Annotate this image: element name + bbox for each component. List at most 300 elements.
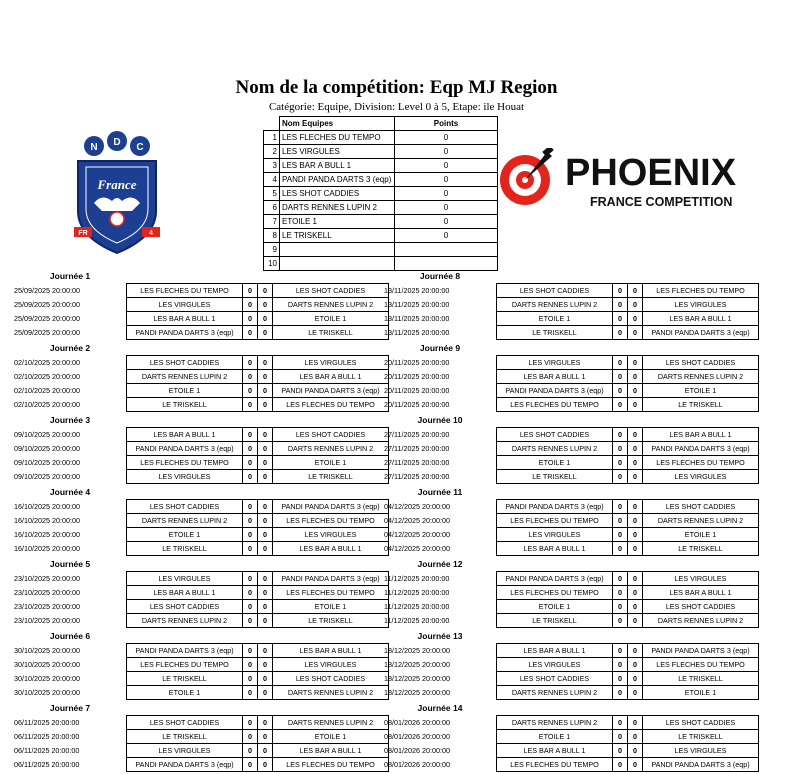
away-score: 0 (258, 326, 273, 340)
home-score: 0 (243, 644, 258, 658)
standings-row (264, 257, 498, 271)
away-team: LES VIRGULES (273, 658, 389, 672)
home-team: DARTS RENNES LUPIN 2 (127, 614, 243, 628)
home-score: 0 (613, 298, 628, 312)
away-score: 0 (628, 428, 643, 442)
match-date: 06/11/2025 20:00:00 (14, 760, 80, 769)
match-date: 11/12/2025 20:00:00 (384, 616, 450, 625)
home-team: PANDI PANDA DARTS 3 (eqp) (497, 384, 613, 398)
away-team: ETOILE 1 (643, 686, 759, 700)
home-score: 0 (243, 326, 258, 340)
home-score: 0 (613, 514, 628, 528)
away-score: 0 (628, 672, 643, 686)
away-team: PANDI PANDA DARTS 3 (eqp) (273, 384, 389, 398)
away-team: LES VIRGULES (643, 572, 759, 586)
match-date: 18/12/2025 20:00:00 (384, 674, 450, 683)
home-score: 0 (613, 586, 628, 600)
fixture-table (384, 427, 759, 484)
fixtures-column-right (384, 270, 764, 774)
standings-row (264, 215, 498, 229)
phoenix-logo (497, 140, 767, 212)
fixtures-column-left (14, 270, 394, 774)
home-score: 0 (613, 600, 628, 614)
match-date: 09/10/2025 20:00:00 (14, 472, 80, 481)
fixture-table (14, 643, 389, 700)
match-date: 20/11/2025 20:00:00 (384, 386, 450, 395)
fixture-row (384, 686, 759, 700)
away-score: 0 (258, 586, 273, 600)
journee-label (384, 342, 764, 355)
fixture-row (384, 614, 759, 628)
away-team: LES VIRGULES (273, 528, 389, 542)
home-score: 0 (243, 730, 258, 744)
fixture-table (384, 571, 759, 628)
home-team: LES FLECHES DU TEMPO (127, 456, 243, 470)
away-team: LE TRISKELL (643, 542, 759, 556)
standings-table (263, 116, 498, 271)
away-score: 0 (258, 298, 273, 312)
fixture-table (384, 283, 759, 340)
home-team: PANDI PANDA DARTS 3 (eqp) (127, 442, 243, 456)
standings-points: 0 (395, 159, 498, 173)
match-date: 20/11/2025 20:00:00 (384, 358, 450, 367)
home-score: 0 (613, 672, 628, 686)
away-score: 0 (258, 514, 273, 528)
logo-badge-right: 4 (149, 230, 153, 237)
home-score: 0 (613, 370, 628, 384)
away-team: LES BAR A BULL 1 (273, 370, 389, 384)
standings-points: 0 (395, 145, 498, 159)
away-score: 0 (258, 312, 273, 326)
away-score: 0 (258, 500, 273, 514)
standings-row (264, 173, 498, 187)
home-team: LES SHOT CADDIES (497, 428, 613, 442)
match-date: 04/12/2025 20:00:00 (384, 530, 450, 539)
away-team: LES FLECHES DU TEMPO (643, 658, 759, 672)
standings-points: 0 (395, 187, 498, 201)
home-score: 0 (243, 542, 258, 556)
journee-label-text: Journée 8 (419, 271, 461, 281)
home-score: 0 (613, 384, 628, 398)
home-score: 0 (613, 744, 628, 758)
journee-label-text: Journée 12 (417, 559, 463, 569)
match-date: 06/11/2025 20:00:00 (14, 732, 80, 741)
away-score: 0 (628, 758, 643, 772)
match-date: 25/09/2025 20:00:00 (14, 328, 80, 337)
standings-points (395, 243, 498, 257)
away-score: 0 (628, 500, 643, 514)
match-date: 13/11/2025 20:00:00 (384, 300, 450, 309)
journee-label-text: Journée 6 (49, 631, 91, 641)
fixture-row (14, 384, 389, 398)
home-team: LE TRISKELL (127, 542, 243, 556)
away-team: LE TRISKELL (643, 398, 759, 412)
fixture-table (384, 355, 759, 412)
fixture-row (14, 356, 389, 370)
away-score: 0 (258, 716, 273, 730)
away-score: 0 (628, 284, 643, 298)
home-score: 0 (243, 672, 258, 686)
journee-label-text: Journée 4 (49, 487, 91, 497)
away-score: 0 (628, 326, 643, 340)
match-date: 23/10/2025 20:00:00 (14, 616, 80, 625)
fixture-table (384, 499, 759, 556)
standings-points: 0 (395, 173, 498, 187)
page-title: Nom de la compétition: Eqp MJ Region (235, 77, 558, 98)
match-date: 06/11/2025 20:00:00 (14, 718, 80, 727)
standings-team (280, 257, 395, 271)
home-team: PANDI PANDA DARTS 3 (eqp) (127, 758, 243, 772)
away-score: 0 (628, 312, 643, 326)
away-score: 0 (628, 384, 643, 398)
journee-label (14, 342, 394, 355)
fixture-row (14, 514, 389, 528)
fixture-row (14, 758, 389, 772)
home-team: LES FLECHES DU TEMPO (127, 284, 243, 298)
standings-row (264, 229, 498, 243)
home-score: 0 (613, 528, 628, 542)
home-team: LES VIRGULES (497, 528, 613, 542)
page-subtitle: Catégorie: Equipe, Division: Level 0 à 5, Etape: ile Houat (268, 101, 525, 113)
match-date: 02/10/2025 20:00:00 (14, 400, 80, 409)
home-score: 0 (243, 528, 258, 542)
home-team: LE TRISKELL (497, 470, 613, 484)
fixture-row (384, 586, 759, 600)
home-score: 0 (613, 500, 628, 514)
home-team: ETOILE 1 (497, 600, 613, 614)
journee-label-text: Journée 10 (417, 415, 463, 425)
match-date: 27/11/2025 20:00:00 (384, 430, 450, 439)
standings-col-points: Points (395, 117, 498, 131)
home-score: 0 (613, 572, 628, 586)
fixture-row (14, 644, 389, 658)
home-team: LES BAR A BULL 1 (127, 428, 243, 442)
away-score: 0 (258, 398, 273, 412)
match-date: 11/12/2025 20:00:00 (384, 574, 450, 583)
match-date: 23/10/2025 20:00:00 (14, 588, 80, 597)
match-date: 13/11/2025 20:00:00 (384, 328, 450, 337)
standings-rank: 3 (264, 159, 280, 173)
fixture-row (14, 730, 389, 744)
fixture-row (384, 758, 759, 772)
fixture-row (14, 744, 389, 758)
fixture-row (384, 370, 759, 384)
standings-team (280, 243, 395, 257)
away-score: 0 (258, 600, 273, 614)
match-date: 30/10/2025 20:00:00 (14, 688, 80, 697)
match-date: 06/11/2025 20:00:00 (14, 746, 80, 755)
away-team: ETOILE 1 (273, 600, 389, 614)
fixture-row (384, 356, 759, 370)
fixture-table (14, 355, 389, 412)
standings-team: DARTS RENNES LUPIN 2 (280, 201, 395, 215)
home-team: DARTS RENNES LUPIN 2 (127, 370, 243, 384)
away-score: 0 (628, 442, 643, 456)
match-date: 27/11/2025 20:00:00 (384, 458, 450, 467)
standings-points: 0 (395, 215, 498, 229)
match-date: 20/11/2025 20:00:00 (384, 372, 450, 381)
away-team: LES VIRGULES (643, 470, 759, 484)
home-team: ETOILE 1 (497, 312, 613, 326)
fixture-row (384, 672, 759, 686)
home-score: 0 (613, 542, 628, 556)
away-team: PANDI PANDA DARTS 3 (eqp) (273, 572, 389, 586)
fixture-row (14, 298, 389, 312)
away-score: 0 (628, 686, 643, 700)
away-score: 0 (258, 572, 273, 586)
home-score: 0 (613, 442, 628, 456)
journee-label (14, 486, 394, 499)
journee-label-text: Journée 13 (417, 631, 463, 641)
away-team: PANDI PANDA DARTS 3 (eqp) (643, 644, 759, 658)
home-team: LES VIRGULES (127, 572, 243, 586)
fixture-row (384, 284, 759, 298)
fixture-row (384, 298, 759, 312)
home-team: DARTS RENNES LUPIN 2 (497, 686, 613, 700)
match-date: 02/10/2025 20:00:00 (14, 358, 80, 367)
home-score: 0 (243, 298, 258, 312)
fixture-row (384, 644, 759, 658)
fixture-row (384, 500, 759, 514)
away-team: LES BAR A BULL 1 (273, 644, 389, 658)
standings-team: LE TRISKELL (280, 229, 395, 243)
home-score: 0 (613, 428, 628, 442)
home-team: ETOILE 1 (497, 730, 613, 744)
fixture-row (14, 428, 389, 442)
match-date: 27/11/2025 20:00:00 (384, 472, 450, 481)
home-score: 0 (613, 686, 628, 700)
away-score: 0 (258, 528, 273, 542)
fixture-row (14, 312, 389, 326)
home-team: DARTS RENNES LUPIN 2 (497, 298, 613, 312)
home-team: DARTS RENNES LUPIN 2 (127, 514, 243, 528)
home-score: 0 (613, 398, 628, 412)
home-score: 0 (613, 758, 628, 772)
fixture-row (14, 572, 389, 586)
fixture-row (14, 442, 389, 456)
fixture-row (14, 686, 389, 700)
journee-label (14, 702, 394, 715)
standings-row (264, 145, 498, 159)
home-team: ETOILE 1 (127, 686, 243, 700)
journee-label (384, 270, 764, 283)
fixture-row (384, 528, 759, 542)
away-team: LES FLECHES DU TEMPO (273, 586, 389, 600)
home-score: 0 (243, 686, 258, 700)
fixture-row (384, 542, 759, 556)
fixture-row (384, 514, 759, 528)
match-date: 16/10/2025 20:00:00 (14, 530, 80, 539)
home-team: DARTS RENNES LUPIN 2 (497, 716, 613, 730)
home-score: 0 (243, 456, 258, 470)
fixture-table (384, 715, 759, 772)
logo-badge-left: FR (78, 230, 88, 237)
match-date: 30/10/2025 20:00:00 (14, 674, 80, 683)
home-score: 0 (243, 586, 258, 600)
home-team: ETOILE 1 (127, 384, 243, 398)
home-team: LES BAR A BULL 1 (497, 542, 613, 556)
fixture-row (384, 600, 759, 614)
match-date: 16/10/2025 20:00:00 (14, 502, 80, 511)
away-team: PANDI PANDA DARTS 3 (eqp) (643, 758, 759, 772)
journee-label-text: Journée 7 (49, 703, 91, 713)
standings-row (264, 131, 498, 145)
away-score: 0 (628, 542, 643, 556)
standings-col-team: Nom Equipes (280, 117, 395, 131)
home-score: 0 (613, 614, 628, 628)
home-score: 0 (243, 370, 258, 384)
standings-team: LES SHOT CADDIES (280, 187, 395, 201)
away-team: DARTS RENNES LUPIN 2 (643, 614, 759, 628)
home-score: 0 (243, 470, 258, 484)
home-team: LES SHOT CADDIES (127, 600, 243, 614)
away-team: PANDI PANDA DARTS 3 (eqp) (643, 442, 759, 456)
standings-rank: 1 (264, 131, 280, 145)
standings-rank: 8 (264, 229, 280, 243)
fixture-row (384, 398, 759, 412)
logo-letter-c: C (136, 142, 144, 153)
home-score: 0 (243, 500, 258, 514)
away-team: DARTS RENNES LUPIN 2 (273, 442, 389, 456)
standings-rank: 4 (264, 173, 280, 187)
home-team: LE TRISKELL (127, 672, 243, 686)
journee-label-text: Journée 9 (419, 343, 461, 353)
standings-points (395, 257, 498, 271)
home-score: 0 (613, 284, 628, 298)
home-score: 0 (243, 614, 258, 628)
home-team: LES BAR A BULL 1 (497, 370, 613, 384)
away-team: DARTS RENNES LUPIN 2 (273, 716, 389, 730)
away-score: 0 (258, 614, 273, 628)
match-date: 27/11/2025 20:00:00 (384, 444, 450, 453)
standings-rank: 9 (264, 243, 280, 257)
match-date: 11/12/2025 20:00:00 (384, 588, 450, 597)
away-team: ETOILE 1 (643, 384, 759, 398)
match-date: 18/12/2025 20:00:00 (384, 646, 450, 655)
journee-label (384, 630, 764, 643)
home-score: 0 (613, 356, 628, 370)
home-score: 0 (613, 730, 628, 744)
away-team: LES SHOT CADDIES (643, 600, 759, 614)
home-team: LES VIRGULES (127, 298, 243, 312)
logo-letter-d: D (113, 137, 121, 148)
away-score: 0 (628, 528, 643, 542)
away-team: LE TRISKELL (643, 672, 759, 686)
match-date: 20/11/2025 20:00:00 (384, 400, 450, 409)
away-team: DARTS RENNES LUPIN 2 (273, 686, 389, 700)
fixture-row (384, 442, 759, 456)
match-date: 18/12/2025 20:00:00 (384, 660, 450, 669)
away-score: 0 (258, 428, 273, 442)
away-team: LES BAR A BULL 1 (643, 586, 759, 600)
fixture-table (384, 643, 759, 700)
away-team: ETOILE 1 (273, 730, 389, 744)
away-score: 0 (258, 644, 273, 658)
home-score: 0 (243, 514, 258, 528)
away-score: 0 (258, 542, 273, 556)
journee-label-text: Journée 11 (417, 487, 463, 497)
fixture-row (14, 456, 389, 470)
match-date: 02/10/2025 20:00:00 (14, 372, 80, 381)
match-date: 30/10/2025 20:00:00 (14, 660, 80, 669)
away-score: 0 (258, 384, 273, 398)
journee-label-text: Journée 2 (49, 343, 91, 353)
away-team: DARTS RENNES LUPIN 2 (643, 370, 759, 384)
away-team: LE TRISKELL (273, 326, 389, 340)
match-date: 16/10/2025 20:00:00 (14, 516, 80, 525)
away-team: LES FLECHES DU TEMPO (273, 398, 389, 412)
match-date: 13/11/2025 20:00:00 (384, 286, 450, 295)
journee-label (14, 270, 394, 283)
away-team: LE TRISKELL (273, 614, 389, 628)
home-team: LES FLECHES DU TEMPO (127, 658, 243, 672)
home-team: LES FLECHES DU TEMPO (497, 586, 613, 600)
away-team: LES VIRGULES (643, 298, 759, 312)
home-team: LES VIRGULES (127, 744, 243, 758)
standings-row (264, 243, 498, 257)
fixture-row (384, 384, 759, 398)
home-score: 0 (613, 658, 628, 672)
match-date: 13/11/2025 20:00:00 (384, 314, 450, 323)
logo-country: France (97, 177, 137, 192)
away-score: 0 (628, 370, 643, 384)
match-date: 09/10/2025 20:00:00 (14, 444, 80, 453)
away-team: PANDI PANDA DARTS 3 (eqp) (273, 500, 389, 514)
home-team: LES SHOT CADDIES (127, 716, 243, 730)
match-date: 25/09/2025 20:00:00 (14, 314, 80, 323)
home-team: LES SHOT CADDIES (127, 500, 243, 514)
home-team: ETOILE 1 (497, 456, 613, 470)
home-team: DARTS RENNES LUPIN 2 (497, 442, 613, 456)
fixture-table (14, 427, 389, 484)
away-score: 0 (628, 614, 643, 628)
away-score: 0 (258, 442, 273, 456)
away-score: 0 (258, 456, 273, 470)
away-team: LES FLECHES DU TEMPO (273, 514, 389, 528)
fixture-row (384, 428, 759, 442)
home-team: LES BAR A BULL 1 (127, 586, 243, 600)
away-score: 0 (628, 514, 643, 528)
match-date: 08/01/2026 20:00:00 (384, 732, 450, 741)
home-score: 0 (613, 644, 628, 658)
standings-team: LES BAR A BULL 1 (280, 159, 395, 173)
away-team: DARTS RENNES LUPIN 2 (273, 298, 389, 312)
match-date: 04/12/2025 20:00:00 (384, 544, 450, 553)
match-date: 11/12/2025 20:00:00 (384, 602, 450, 611)
fixture-row (14, 284, 389, 298)
home-score: 0 (243, 398, 258, 412)
home-score: 0 (243, 356, 258, 370)
fixture-row (384, 312, 759, 326)
away-team: LES VIRGULES (273, 356, 389, 370)
home-team: LES VIRGULES (127, 470, 243, 484)
fixture-table (14, 499, 389, 556)
away-team: LES BAR A BULL 1 (273, 744, 389, 758)
home-team: LES BAR A BULL 1 (497, 644, 613, 658)
match-date: 08/01/2026 20:00:00 (384, 746, 450, 755)
phoenix-subtitle: FRANCE COMPETITION (590, 195, 733, 209)
fixture-row (14, 614, 389, 628)
away-score: 0 (628, 600, 643, 614)
fixture-row (384, 730, 759, 744)
home-team: LES BAR A BULL 1 (497, 744, 613, 758)
journee-label (14, 630, 394, 643)
match-date: 04/12/2025 20:00:00 (384, 502, 450, 511)
away-score: 0 (628, 456, 643, 470)
away-score: 0 (628, 586, 643, 600)
away-team: LE TRISKELL (643, 730, 759, 744)
home-score: 0 (613, 716, 628, 730)
